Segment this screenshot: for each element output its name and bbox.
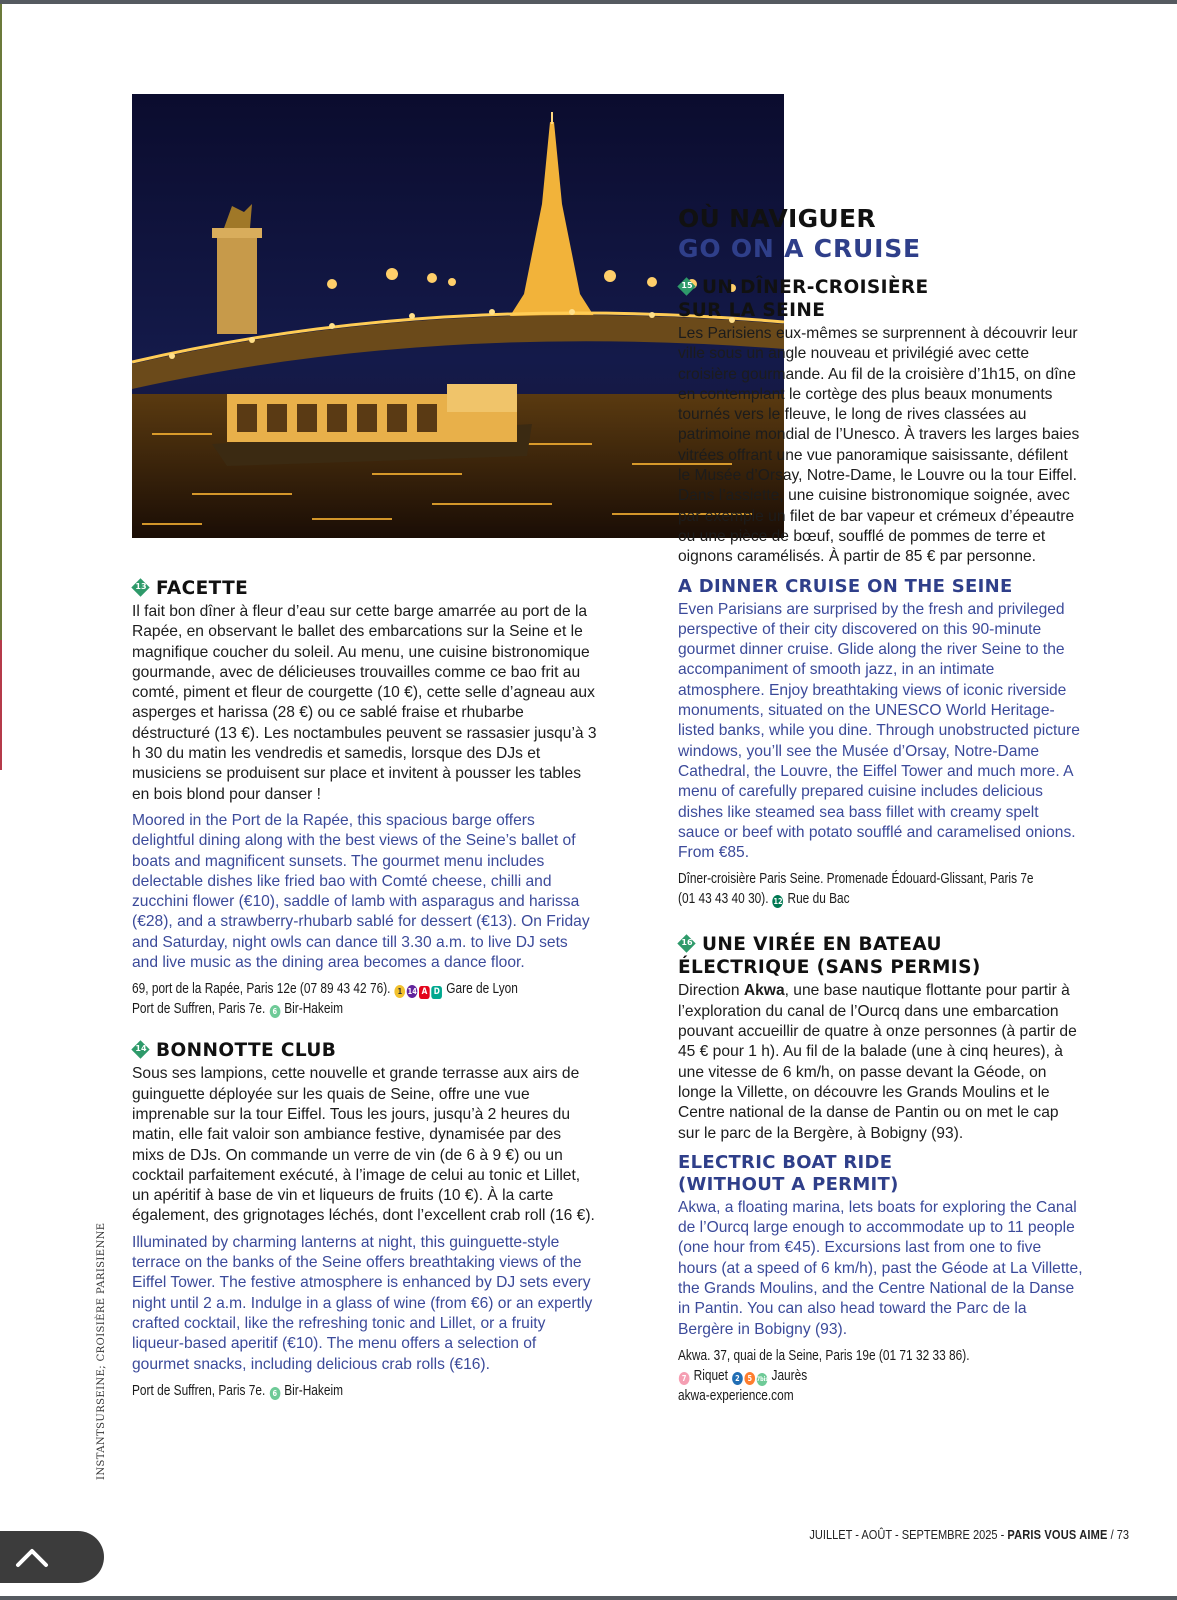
metro-line-14-icon: 14	[407, 987, 417, 997]
entry-16-station-b: Jaurès	[771, 1367, 808, 1384]
entry-13-info	[132, 979, 597, 1019]
entry-13-address: 69, port de la Rapée, Paris 12e (07 89 43 42 76).	[132, 981, 391, 998]
entry-14-info	[132, 1381, 597, 1401]
entry-15-phone: (01 43 43 40 30).	[678, 891, 769, 908]
rer-a-icon: A	[419, 986, 430, 999]
metro-line-7-icon: 7	[679, 1372, 690, 1385]
entry-13-title: FACETTE	[156, 578, 249, 599]
footer-brand: PARIS VOUS AIME	[1007, 1527, 1108, 1542]
metro-line-12-icon: 12	[773, 897, 783, 907]
left-edge-accent-red	[0, 640, 2, 770]
section-subtitle: GO ON A CRUISE	[678, 234, 921, 263]
metro-line-5-icon: 5	[744, 1372, 755, 1385]
metro-line-2-icon: 2	[732, 1372, 743, 1385]
entry-16-info	[678, 1346, 1083, 1406]
entry-number-badge: 16	[678, 935, 696, 953]
entry-16-title-line2: ÉLECTRIQUE (SANS PERMIS)	[678, 957, 981, 979]
entry-16-text-en: Akwa, a floating marina, lets boats for exploring the Canal de l’Ourcq large enough to accommodate up to 11 people (one hour from €45). Excursions last from one to five hours (at a speed of 6 km/h), past the Géode at La Villette, the Grands Moulins, and the Centre National de la Danse in Pantin. You can also head toward the Parc de la Bergère in Bobigny (93).	[678, 1198, 1083, 1338]
entry-16-title-en-line2: (WITHOUT A PERMIT)	[678, 1173, 899, 1195]
entry-16-address: Akwa. 37, quai de la Seine, Paris 19e (01 71 32 33 86).	[678, 1347, 970, 1364]
entry-number-badge: 14	[132, 1041, 150, 1059]
entry-15-text-en: Even Parisians are surprised by the fresh and privileged perspective of their city discovered on this 90-minute gourmet dinner cruise. Glide along the river Seine to the accompaniment of smooth jazz, in an intimate atmosphere. Enjoy breathtaking views of iconic riverside monuments, situated on the UNESCO World Heritage-listed banks, while you dine. Through unobstructed picture windows, you’ll see the Musée d’Orsay, Notre-Dame Cathedral, the Louvre, the Eiffel Tower and much more. A menu of carefully prepared cuisine includes delicious dishes like steamed sea bass fillet with creamy spelt sauce or beef with potato soufflé and caramelised onions. From €85.	[678, 600, 1080, 862]
chevron-up-icon	[14, 1544, 50, 1570]
footer-issue: JUILLET - AOÛT - SEPTEMBRE 2025 -	[809, 1527, 1008, 1542]
entry-14-text-fr: Sous ses lampions, cette nouvelle et grande terrasse aux airs de guinguette déployée sur les quais de Seine, offre une vue imprenable sur la tour Eiffel. Tous les jours, jusqu’à 2 heures du matin, elle fait valoir son ambiance festive, dynamisée par des mixs de DJs. On commande un verre de vin (de 6 à 9 €) ou un cocktail parfaitement exécuté, à l’image de celui au tonic et Lillet, un apéritif à base de vin et liqueurs de fruits (10 €). À la carte également, des grignotages léchés, dont l’excellent crab roll (16 €).	[132, 1065, 595, 1225]
entry-15-title-en: A DINNER CRUISE ON THE SEINE	[678, 575, 1013, 597]
entry-15-header	[678, 276, 1083, 299]
entry-14-address: Port de Suffren, Paris 7e.	[132, 1382, 266, 1399]
metro-line-7bis-icon: 7bis	[757, 1373, 768, 1386]
entry-14-title: BONNOTTE CLUB	[156, 1040, 337, 1062]
right-column	[678, 204, 1083, 1406]
rer-d-icon: D	[431, 986, 442, 999]
entry-16-title-en-line1: ELECTRIC BOAT RIDE	[678, 1151, 893, 1173]
entry-16-title-line1: UNE VIRÉE EN BATEAU	[702, 934, 942, 956]
entry-16-station-a: Riquet	[693, 1367, 728, 1384]
entry-number-badge: 15	[678, 278, 696, 296]
entry-14-text-en: Illuminated by charming lanterns at night, this guinguette-style terrace on the banks of the Seine offers breathtaking views of the Eiffel Tower. The festive atmosphere is enhanced by DJ sets every night until 2 a.m. Indulge in a glass of wine (from €6) or an expertly crafted cocktail, like the refreshing tonic and Lillet, or a fruity liqueur-based aperitif (€10). The menu offers a selection of gourmet snacks, including delicious crab rolls (€16).	[132, 1233, 593, 1373]
entry-13-text-fr: Il fait bon dîner à fleur d’eau sur cette barge amarrée au port de la Rapée, en observant le ballet des embarcations sur la Seine et le magnifique coucher du soleil. Au menu, une cuisine bistronomique gourmande, avec de délicieuses trouvailles comme ce bao frit au comté, piment et fleur de courgette (10 €), cette selle d’agneau aux asperges et harissa (28 €) ou ce sablé fraise et rhubarbe déstructuré (13 €). Les noctambules peuvent se rassasier jusqu’à 3 h 30 du matin les vendredis et samedis, lorsque des DJs et musiciens se produisent sur place et invitent à pousser les tables en bois blond pour danser !	[132, 603, 597, 803]
entry-15-station: Rue du Bac	[787, 891, 850, 908]
left-column	[132, 577, 597, 1401]
entry-13-header	[132, 577, 597, 600]
entry-15-info	[678, 869, 1083, 909]
top-rule	[0, 0, 1177, 4]
metro-line-6-icon: 6	[269, 1387, 280, 1400]
photo-credit: INSTANTSURSEINE; CROISIÈRE PARISIENNE	[96, 1222, 107, 1480]
section-title: OÙ NAVIGUER	[678, 204, 876, 233]
entry-16-text-fr: Direction Akwa, une base nautique flottante pour partir à l’exploration du canal de l’Ourcq dans une embarcation pouvant accueillir de quatre à onze personnes (à partir de 45 € pour 1 h). Au fil de la balade (une à cinq heures), à une vitesse de 6 km/h, on passe devant la Géode, on longe la Villette, on découvre les Grands Moulins et le Centre national de la danse de Pantin ou on met le cap sur le parc de la Bergère, à Bobigny (93).	[678, 982, 1077, 1142]
entry-15-address: Dîner-croisière Paris Seine. Promenade Édouard-Glissant, Paris 7e	[678, 871, 1034, 888]
entry-15-text-fr: Les Parisiens eux-mêmes se surprennent à découvrir leur ville sous un angle nouveau et privilégié avec cette croisière gourmande. Au fil de la croisière d’1h15, on dîne en contemplant le cortège des plus beaux monuments tournés vers le fleuve, le long de rives classées au patrimoine mondial de l’Unesco. À travers les larges baies vitrées offrant une vue panoramique saisissante, défilent le Musée d’Orsay, Notre-Dame, le Louvre ou la tour Eiffel. Dans l’assiette, une cuisine bistronomique soignée, avec par exemple un filet de bar vapeur et crémeux d’épeautre ou une pièce de bœuf, soufflé de pommes de terre et oignons caramélisés. À partir de 85 € par personne.	[678, 325, 1080, 566]
entry-13-station-a: Gare de Lyon	[446, 981, 518, 998]
entry-14-station: Bir-Hakeim	[284, 1382, 343, 1399]
metro-line-1-icon: 1	[395, 985, 406, 998]
bottom-rule	[0, 1596, 1177, 1600]
page-number: 73	[1116, 1527, 1129, 1542]
metro-line-6-icon: 6	[269, 1005, 280, 1018]
page-footer: JUILLET - AOÛT - SEPTEMBRE 2025 - PARIS VOUS AIME / 73	[809, 1527, 1129, 1542]
akwa-bold: Akwa	[743, 982, 785, 1000]
entry-15-title-line1: UN DÎNER-CROISIÈRE	[702, 277, 929, 298]
entry-16-website[interactable]: akwa-experience.com	[678, 1387, 794, 1404]
entry-15-title-line2: SUR LA SEINE	[678, 300, 826, 321]
entry-13-text-en: Moored in the Port de la Rapée, this spacious barge offers delightful dining along with the best views of the Seine’s ballet of boats and magnificent sunsets. The gourmet menu includes delectable dishes like fried bao with Comté cheese, chilli and zucchini flower (€10), saddle of lamb with asparagus and harissa (€28), and a strawberry-rhubarb sablé for dessert (€13). On Friday and Saturday, night owls can dance till 3.30 a.m. to live DJ sets and live music as the dining area becomes a dance floor.	[132, 811, 590, 972]
scroll-to-top-button[interactable]	[0, 1531, 104, 1583]
entry-14-header	[132, 1039, 597, 1062]
entry-13-station-b: Bir-Hakeim	[284, 1001, 343, 1018]
entry-number-badge: 13	[132, 579, 150, 597]
entry-16-header	[678, 933, 1083, 956]
entry-13-address-2: Port de Suffren, Paris 7e.	[132, 1001, 266, 1018]
